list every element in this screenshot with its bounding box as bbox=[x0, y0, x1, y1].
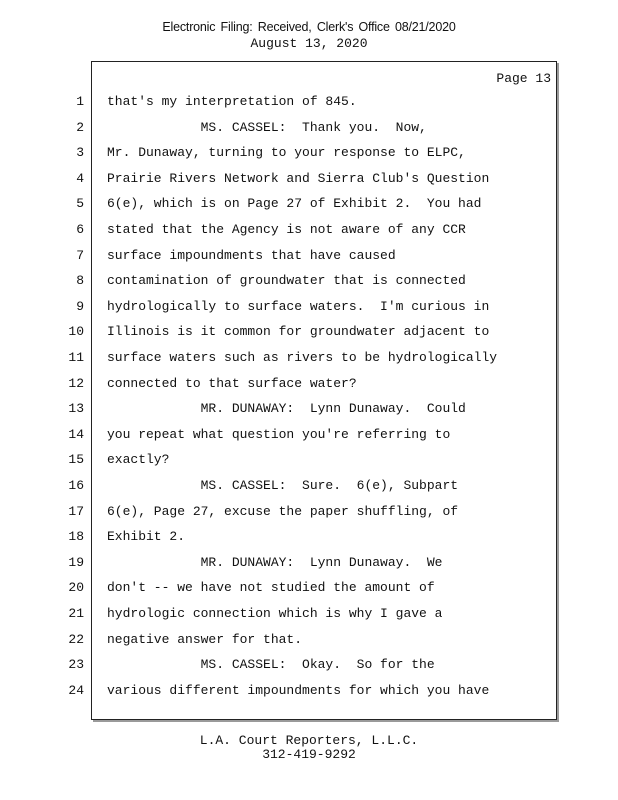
line-number: 9 bbox=[76, 299, 84, 314]
line-number: 22 bbox=[68, 632, 84, 647]
line-text: don't -- we have not studied the amount of bbox=[107, 580, 435, 595]
line-text: Prairie Rivers Network and Sierra Club's Question bbox=[107, 171, 490, 186]
line-number: 1 bbox=[76, 94, 84, 109]
line-number: 13 bbox=[68, 401, 84, 416]
line-number: 7 bbox=[76, 248, 84, 263]
line-text: Illinois is it common for groundwater adjacent to bbox=[107, 324, 490, 339]
line-text: stated that the Agency is not aware of any CCR bbox=[107, 222, 466, 237]
line-number: 12 bbox=[68, 376, 84, 391]
line-number: 11 bbox=[68, 350, 84, 365]
line-text: MS. CASSEL: Sure. 6(e), Subpart bbox=[107, 478, 459, 493]
line-number: 20 bbox=[68, 580, 84, 595]
line-number: 6 bbox=[76, 222, 84, 237]
line-text: exactly? bbox=[107, 452, 170, 467]
line-text: MS. CASSEL: Thank you. Now, bbox=[107, 120, 427, 135]
line-text: 6(e), which is on Page 27 of Exhibit 2. You had bbox=[107, 196, 482, 211]
line-text: connected to that surface water? bbox=[107, 376, 357, 391]
line-number: 10 bbox=[68, 324, 84, 339]
line-text: Exhibit 2. bbox=[107, 529, 186, 544]
line-number: 2 bbox=[76, 120, 84, 135]
page-number-label: Page 13 bbox=[496, 71, 551, 86]
line-text: MR. DUNAWAY: Lynn Dunaway. We bbox=[107, 555, 443, 570]
line-text: surface waters such as rivers to be hydrologically bbox=[107, 350, 498, 365]
footer-phone: 312-419-9292 bbox=[262, 747, 356, 762]
line-text: hydrologically to surface waters. I'm curious in bbox=[107, 299, 490, 314]
line-number: 5 bbox=[76, 196, 84, 211]
line-text: MR. DUNAWAY: Lynn Dunaway. Could bbox=[107, 401, 466, 416]
line-number: 16 bbox=[68, 478, 84, 493]
line-number: 3 bbox=[76, 145, 84, 160]
line-text: you repeat what question you're referring to bbox=[107, 427, 451, 442]
line-number: 19 bbox=[68, 555, 84, 570]
line-text: surface impoundments that have caused bbox=[107, 248, 396, 263]
line-number: 14 bbox=[68, 427, 84, 442]
line-number: 21 bbox=[68, 606, 84, 621]
line-number: 15 bbox=[68, 452, 84, 467]
line-text: negative answer for that. bbox=[107, 632, 303, 647]
line-number: 24 bbox=[68, 683, 84, 698]
line-text: Mr. Dunaway, turning to your response to ELPC, bbox=[107, 145, 466, 160]
line-number: 4 bbox=[76, 171, 84, 186]
footer-company: L.A. Court Reporters, L.L.C. bbox=[199, 733, 419, 748]
line-number: 8 bbox=[76, 273, 84, 288]
line-text: contamination of groundwater that is connected bbox=[107, 273, 466, 288]
line-number: 17 bbox=[68, 504, 84, 519]
line-text: hydrologic connection which is why I gave a bbox=[107, 606, 443, 621]
transcript-date: August 13, 2020 bbox=[250, 36, 368, 51]
line-text: various different impoundments for which you have bbox=[107, 683, 490, 698]
filing-stamp: Electronic Filing: Received, Clerk's Office 08/21/2020 bbox=[162, 20, 456, 34]
line-number: 18 bbox=[68, 529, 84, 544]
line-text: 6(e), Page 27, excuse the paper shuffling, of bbox=[107, 504, 459, 519]
line-text: MS. CASSEL: Okay. So for the bbox=[107, 657, 435, 672]
line-number: 23 bbox=[68, 657, 84, 672]
line-text: that's my interpretation of 845. bbox=[107, 94, 357, 109]
